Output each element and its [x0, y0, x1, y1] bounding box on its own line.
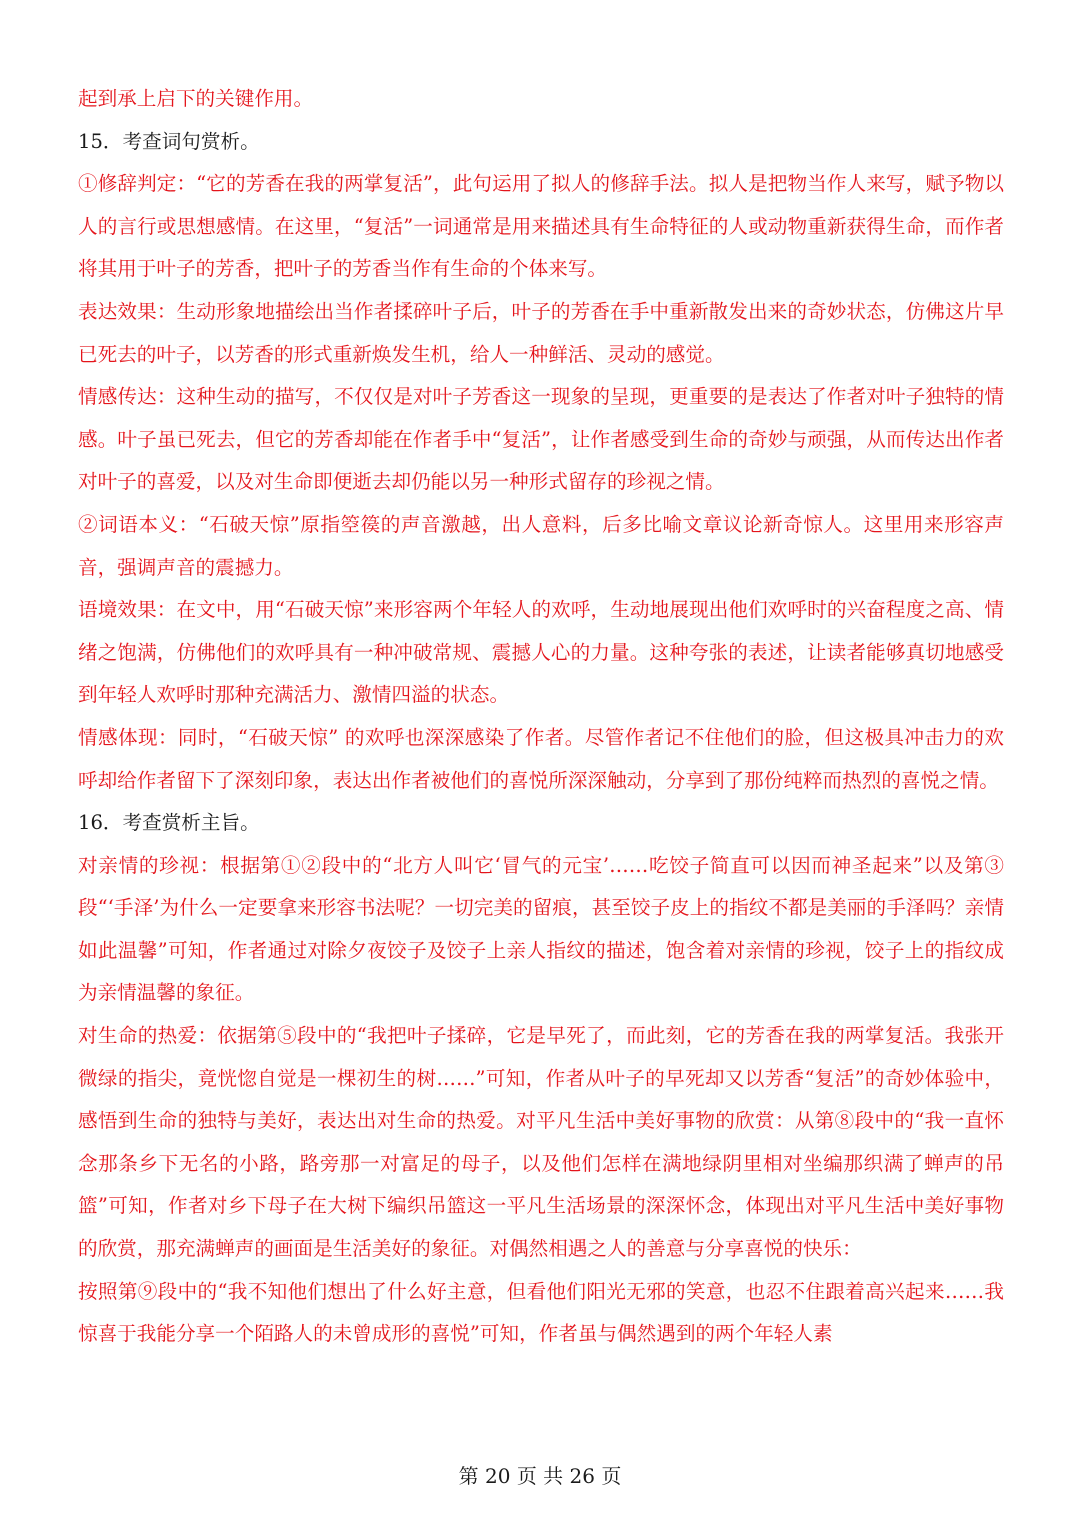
paragraph-sharing-joy: 按照第⑨段中的“我不知他们想出了什么好主意，但看他们阳光无邪的笑意，也忍不住跟着高兴起来……我惊喜于我能分享一个陌路人的未曾成形的喜悦”可知，作者虽与偶然遇到的两个年轻人素	[78, 1279, 1004, 1346]
paragraph-emotion-embodiment: 情感体现：同时，“石破天惊” 的欢呼也深深感染了作者。尽管作者记不住他们的脸，但这极具冲击力的欢呼却给作者留下了深刻印象，表达出作者被他们的喜悦所深深触动，分享到了那份纯粹而热烈的喜悦之情。	[78, 725, 1004, 792]
paragraph-word-meaning: ②词语本义：“石破天惊”原指箜篌的声音激越，出人意料，后多比喻文章议论新奇惊人。这里用来形容声音，强调声音的震撼力。	[78, 512, 1004, 579]
question-15-heading: 15．考查词句赏析。	[78, 129, 260, 153]
paragraph-expression-effect: 表达效果：生动形象地描绘出当作者揉碎叶子后，叶子的芳香在手中重新散发出来的奇妙状态，仿佛这片早已死去的叶子，以芳香的形式重新焕发生机，给人一种鲜活、灵动的感觉。	[78, 299, 1004, 366]
paragraph-rhetoric: ①修辞判定：“它的芳香在我的两掌复活”，此句运用了拟人的修辞手法。拟人是把物当作人来写，赋予物以人的言行或思想感情。在这里，“复活”一词通常是用来描述具有生命特征的人或动物重新获得生命，而作者将其用于叶子的芳香，把叶子的芳香当作有生命的个体来写。	[78, 172, 1004, 281]
paragraph-continuation: 起到承上启下的关键作用。	[78, 87, 314, 110]
paragraph-context-effect: 语境效果：在文中，用“石破天惊”来形容两个年轻人的欢呼，生动地展现出他们欢呼时的兴奋程度之高、情绪之饱满，仿佛他们的欢呼具有一种冲破常规、震撼人心的力量。这种夸张的表述，让读者能够真切地感受到年轻人欢呼时那种充满活力、激情四溢的状态。	[78, 598, 1004, 707]
question-16-heading: 16．考查赏析主旨。	[78, 811, 260, 835]
paragraph-family-love: 对亲情的珍视：根据第①②段中的“北方人叫它‘冒气的元宝’……吃饺子简直可以因而神圣起来”以及第③段“‘手泽’为什么一定要拿来形容书法呢？一切完美的留痕，甚至饺子皮上的指纹不都是美丽的手泽吗？亲情如此温馨”可知，作者通过对除夕夜饺子及饺子上亲人指纹的描述，饱含着对亲情的珍视，饺子上的指纹成为亲情温馨的象征。	[78, 853, 1004, 1005]
paragraph-emotion-conveyance: 情感传达：这种生动的描写，不仅仅是对叶子芳香这一现象的呈现，更重要的是表达了作者对叶子独特的情感。叶子虽已死去，但它的芳香却能在作者手中“复活”，让作者感受到生命的奇妙与顽强，从而传达出作者对叶子的喜爱，以及对生命即便逝去却仍能以另一种形式留存的珍视之情。	[78, 385, 1004, 494]
paragraph-love-of-life: 对生命的热爱：依据第⑤段中的“我把叶子揉碎，它是早死了，而此刻，它的芳香在我的两掌复活。我张开微绿的指尖，竟恍惚自觉是一棵初生的树……”可知，作者从叶子的早死却又以芳香“复活”的奇妙体验中，感悟到生命的独特与美好，表达出对生命的热爱。对平凡生活中美好事物的欣赏：从第⑧段中的“我一直怀念那条乡下无名的小路，路旁那一对富足的母子，以及他们怎样在满地绿阴里相对坐编那织满了蝉声的吊篮”可知，作者对乡下母子在大树下编织吊篮这一平凡生活场景的深深怀念，体现出对平凡生活中美好事物的欣赏，那充满蝉声的画面是生活美好的象征。对偶然相遇之人的善意与分享喜悦的快乐：	[78, 1024, 1004, 1261]
answer-content	[78, 78, 1004, 1356]
page-number-footer: 第 20 页 共 26 页	[458, 1464, 622, 1488]
